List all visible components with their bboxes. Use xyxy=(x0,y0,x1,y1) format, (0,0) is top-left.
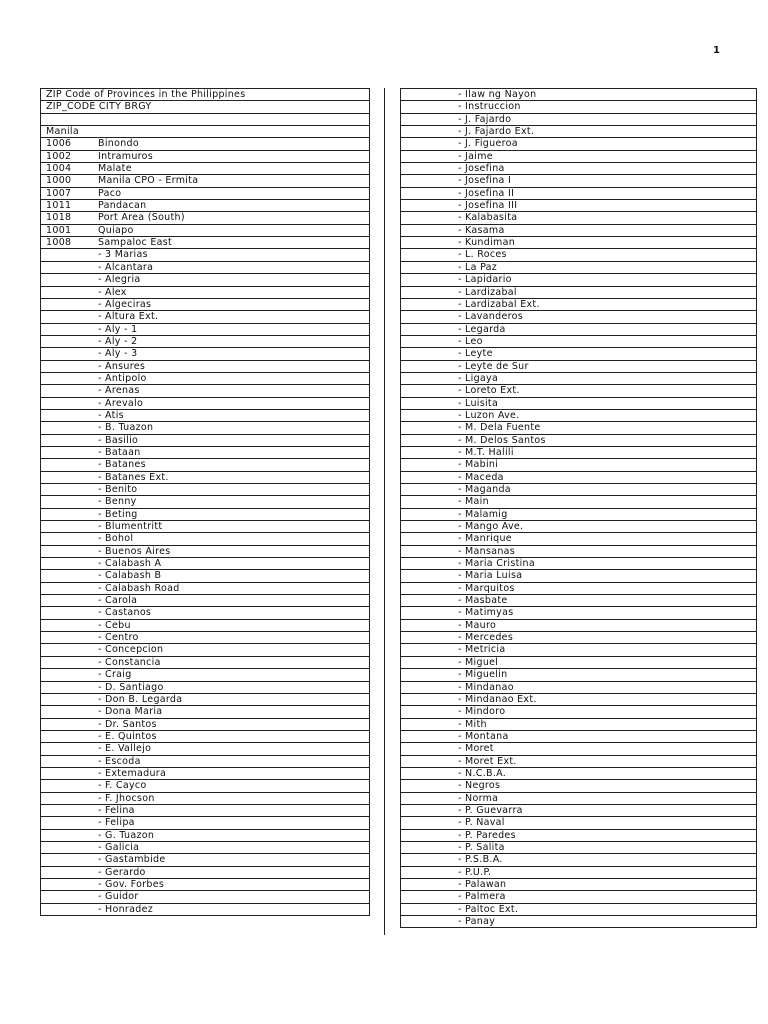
table-row xyxy=(41,225,369,237)
table-row xyxy=(401,373,756,385)
place-name-cell: - Beting xyxy=(98,508,138,520)
table-row xyxy=(41,830,369,842)
place-name-cell: - Calabash Road xyxy=(98,582,180,594)
place-name-cell: - Benito xyxy=(98,484,138,495)
place-name-cell: - Luzon Ave. xyxy=(458,409,520,421)
table-row xyxy=(41,472,369,484)
place-name-cell: - Mindanao xyxy=(458,681,514,693)
table-row xyxy=(401,842,756,854)
place-name-cell: - M. Dela Fuente xyxy=(458,422,541,434)
table-row xyxy=(401,719,756,731)
table-row xyxy=(41,287,369,299)
table-row xyxy=(401,743,756,755)
table-row xyxy=(41,854,369,866)
table-row xyxy=(401,114,756,126)
zip-table-left xyxy=(40,88,370,916)
table-row xyxy=(41,533,369,545)
zip-code-cell: 1000 xyxy=(46,175,72,187)
place-name-cell: - Altura Ext. xyxy=(98,311,159,323)
table-row xyxy=(41,521,369,533)
place-name-cell: - Mango Ave. xyxy=(458,521,524,533)
table-row xyxy=(401,632,756,644)
table-row xyxy=(41,249,369,261)
column-divider xyxy=(384,88,385,935)
table-row xyxy=(41,361,369,373)
place-name-cell: - Josefina xyxy=(458,163,505,175)
table-row xyxy=(41,669,369,681)
place-name-cell: - Arevalo xyxy=(98,397,144,409)
place-name-cell: - Mauro xyxy=(458,619,497,631)
table-row xyxy=(41,114,369,126)
table-row xyxy=(401,521,756,533)
table-row xyxy=(41,274,369,286)
table-row xyxy=(401,867,756,879)
place-name-cell: - Gov. Forbes xyxy=(98,879,165,890)
table-row xyxy=(401,854,756,866)
place-name-cell: - Centro xyxy=(98,632,139,644)
place-name-cell: - Felipa xyxy=(98,817,135,829)
table-row xyxy=(401,422,756,434)
table-row xyxy=(401,138,756,150)
table-row xyxy=(401,916,756,928)
place-name-cell: - Gerardo xyxy=(98,866,146,878)
place-name-cell: - Aly - 3 xyxy=(98,348,138,360)
table-row xyxy=(41,780,369,792)
place-name-cell: - Loreto Ext. xyxy=(458,385,520,397)
place-name-cell: - Leo xyxy=(458,335,483,347)
table-row xyxy=(41,311,369,323)
place-name-cell: - B. Tuazon xyxy=(98,422,154,434)
zip-code-cell: 1011 xyxy=(46,200,72,212)
table-row xyxy=(401,447,756,459)
place-name-cell: - Negros xyxy=(458,780,501,792)
table-row xyxy=(41,583,369,595)
table-row xyxy=(401,682,756,694)
place-name-cell: - Palmera xyxy=(458,891,506,903)
place-name-cell: - Don B. Legarda xyxy=(98,693,183,705)
place-name-cell: - Josefina II xyxy=(458,187,515,199)
table-row xyxy=(401,151,756,163)
place-name-cell: - Paltoc Ext. xyxy=(458,903,519,915)
place-name-cell: - J. Figueroa xyxy=(458,138,518,150)
place-name-cell: - Escoda xyxy=(98,755,141,767)
place-name-cell: - Galicia xyxy=(98,841,140,853)
place-name-cell: - Ilaw ng Nayon xyxy=(458,89,537,100)
table-row xyxy=(401,336,756,348)
place-name-cell: - D. Santiago xyxy=(98,681,164,693)
table-row xyxy=(401,496,756,508)
table-row xyxy=(41,632,369,644)
table-row xyxy=(41,867,369,879)
place-name-cell: - La Paz xyxy=(458,261,498,273)
table-row xyxy=(401,459,756,471)
place-name-cell: - Main xyxy=(458,496,489,508)
place-name-cell: - Calabash A xyxy=(98,558,162,570)
table-row xyxy=(41,743,369,755)
table-row xyxy=(401,274,756,286)
place-name-cell: - Cebu xyxy=(98,619,131,631)
place-name-cell: - Antipolo xyxy=(98,372,147,384)
zip-code-cell: 1007 xyxy=(46,187,72,199)
place-name-cell: - Malamig xyxy=(458,508,508,520)
place-name-cell: - Alcantara xyxy=(98,261,154,273)
place-name-cell: - F. Jhocson xyxy=(98,792,155,804)
place-name-cell: - Guidor xyxy=(98,891,139,903)
place-name-cell: - P. Naval xyxy=(458,817,505,829)
place-name-cell: - Matimyas xyxy=(458,607,514,619)
place-name-cell: - Ansures xyxy=(98,360,146,372)
place-name-cell: - Maganda xyxy=(458,484,511,495)
place-name-cell: - P. Salita xyxy=(458,841,505,853)
zip-code-cell: 1018 xyxy=(46,212,72,224)
table-row xyxy=(41,138,369,150)
place-name-cell: - Gastambide xyxy=(98,854,166,866)
zip-code-cell: 1002 xyxy=(46,150,72,162)
table-row xyxy=(41,496,369,508)
place-name-cell: - Benny xyxy=(98,496,137,508)
table-row xyxy=(401,299,756,311)
place-name-cell: - F. Cayco xyxy=(98,780,147,792)
place-name-cell: - J. Fajardo Ext. xyxy=(458,126,535,138)
table-row xyxy=(401,620,756,632)
table-row xyxy=(41,657,369,669)
place-name-cell: - Josefina I xyxy=(458,175,512,187)
place-name-cell: - Maria Luisa xyxy=(458,570,523,582)
table-row xyxy=(401,237,756,249)
place-name-cell: - Moret Ext. xyxy=(458,755,517,767)
table-row xyxy=(401,731,756,743)
place-name-cell: - Basilio xyxy=(98,434,139,446)
place-name-cell: - Kasama xyxy=(458,224,505,236)
table-row xyxy=(401,361,756,373)
place-name-cell: - M.T. Halili xyxy=(458,446,514,458)
place-name-cell: Malate xyxy=(98,163,132,175)
place-name-cell: - Honradez xyxy=(98,903,154,915)
table-row xyxy=(41,904,369,916)
table-row xyxy=(401,904,756,916)
table-row xyxy=(401,595,756,607)
place-name-cell: - Ligaya xyxy=(458,372,499,384)
table-row xyxy=(41,805,369,817)
place-name-cell: - Bataan xyxy=(98,446,141,458)
table-row xyxy=(41,879,369,891)
table-row xyxy=(41,509,369,521)
place-name-cell: - Dona Maria xyxy=(98,706,163,718)
table-row xyxy=(41,385,369,397)
place-name-cell: - Montana xyxy=(458,730,509,742)
place-name-cell: Intramuros xyxy=(98,150,154,162)
table-row xyxy=(41,151,369,163)
place-name-cell: - Lavanderos xyxy=(458,311,523,323)
place-name-cell: - 3 Marias xyxy=(98,249,148,261)
table-row xyxy=(401,311,756,323)
place-name-cell: - Marquitos xyxy=(458,582,515,594)
place-name-cell: Quiapo xyxy=(98,224,134,236)
table-row xyxy=(41,324,369,336)
page-number: 1 xyxy=(713,45,720,56)
table-row xyxy=(401,348,756,360)
place-name-cell: - Palawan xyxy=(458,879,507,890)
table-row xyxy=(401,756,756,768)
table-row xyxy=(401,780,756,792)
place-name-cell: - Josefina III xyxy=(458,200,518,212)
table-row xyxy=(41,348,369,360)
place-name-cell: - Leyte xyxy=(458,348,493,360)
table-row xyxy=(41,89,369,101)
place-name-cell: - Leyte de Sur xyxy=(458,360,529,372)
table-row xyxy=(41,793,369,805)
place-name-cell: - Maria Cristina xyxy=(458,558,535,570)
table-row xyxy=(41,336,369,348)
place-name-cell: - Instruccion xyxy=(458,101,521,113)
table-row xyxy=(41,719,369,731)
zip-code-cell: ZIP Code of Provinces in the Philippines xyxy=(46,89,246,100)
table-row xyxy=(401,830,756,842)
table-row xyxy=(401,891,756,903)
table-row xyxy=(401,287,756,299)
table-row xyxy=(401,817,756,829)
place-name-cell: - Panay xyxy=(458,916,496,928)
place-name-cell: - Craig xyxy=(98,669,132,681)
place-name-cell: - P. Paredes xyxy=(458,829,516,841)
place-name-cell: - Calabash B xyxy=(98,570,162,582)
table-row xyxy=(41,756,369,768)
zip-code-cell: 1001 xyxy=(46,224,72,236)
zip-code-cell: 1008 xyxy=(46,237,72,249)
place-name-cell: - Bohol xyxy=(98,533,134,545)
place-name-cell: Sampaloc East xyxy=(98,237,173,249)
table-row xyxy=(401,212,756,224)
place-name-cell: - Mindoro xyxy=(458,706,506,718)
place-name-cell: - Concepcion xyxy=(98,644,164,656)
table-row xyxy=(401,607,756,619)
table-row xyxy=(41,212,369,224)
place-name-cell: - L. Roces xyxy=(458,249,507,261)
table-row xyxy=(401,558,756,570)
place-name-cell: Port Area (South) xyxy=(98,212,185,224)
table-row xyxy=(401,768,756,780)
table-row xyxy=(41,891,369,903)
place-name-cell: - Masbate xyxy=(458,595,508,607)
table-row xyxy=(401,583,756,595)
table-row xyxy=(41,410,369,422)
table-row xyxy=(41,682,369,694)
place-name-cell: - Miguel xyxy=(458,656,499,668)
table-row xyxy=(41,262,369,274)
place-name-cell: - E. Quintos xyxy=(98,730,157,742)
table-row xyxy=(401,570,756,582)
table-row xyxy=(41,484,369,496)
table-row xyxy=(41,706,369,718)
table-row xyxy=(41,694,369,706)
place-name-cell: - Moret xyxy=(458,743,494,755)
place-name-cell: - G. Tuazon xyxy=(98,829,155,841)
table-row xyxy=(401,484,756,496)
place-name-cell: - P.U.P. xyxy=(458,866,492,878)
place-name-cell: - Alex xyxy=(98,286,127,298)
place-name-cell: - P.S.B.A. xyxy=(458,854,503,866)
place-name-cell: - Mercedes xyxy=(458,632,514,644)
place-name-cell: - Metricia xyxy=(458,644,506,656)
table-row xyxy=(41,558,369,570)
table-row xyxy=(41,620,369,632)
table-row xyxy=(401,706,756,718)
place-name-cell: - Atis xyxy=(98,409,124,421)
place-name-cell: - Felina xyxy=(98,804,135,816)
place-name-cell: - Algeciras xyxy=(98,298,152,310)
table-row xyxy=(401,509,756,521)
place-name-cell: - Extemadura xyxy=(98,767,167,779)
table-row xyxy=(401,472,756,484)
place-name-cell: - N.C.B.A. xyxy=(458,767,507,779)
place-name-cell: - Miguelin xyxy=(458,669,508,681)
place-name-cell: - Maceda xyxy=(458,471,504,483)
place-name-cell: Binondo xyxy=(98,138,139,150)
place-name-cell: - E. Vallejo xyxy=(98,743,152,755)
table-row xyxy=(401,262,756,274)
place-name-cell: - Jaime xyxy=(458,150,493,162)
zip-code-cell: 1004 xyxy=(46,163,72,175)
place-name-cell: - Norma xyxy=(458,792,499,804)
place-name-cell: Manila CPO - Ermita xyxy=(98,175,199,187)
table-row xyxy=(41,373,369,385)
table-row xyxy=(401,324,756,336)
place-name-cell: - J. Fajardo xyxy=(458,113,512,125)
table-row xyxy=(401,644,756,656)
table-row xyxy=(41,459,369,471)
table-row xyxy=(41,422,369,434)
place-name-cell: - Alegria xyxy=(98,274,141,286)
table-row xyxy=(41,101,369,113)
table-row xyxy=(401,163,756,175)
table-row xyxy=(401,200,756,212)
zip-code-cell: 1006 xyxy=(46,138,72,150)
table-row xyxy=(41,595,369,607)
place-name-cell: - Mansanas xyxy=(458,545,516,557)
place-name-cell: - Legarda xyxy=(458,323,506,335)
table-row xyxy=(401,101,756,113)
place-name-cell: Pandacan xyxy=(98,200,147,212)
place-name-cell: - Arenas xyxy=(98,385,140,397)
place-name-cell: - Batanes xyxy=(98,459,146,471)
table-row xyxy=(41,768,369,780)
table-row xyxy=(401,805,756,817)
table-row xyxy=(401,126,756,138)
table-row xyxy=(401,188,756,200)
table-row xyxy=(41,398,369,410)
place-name-cell: - M. Delos Santos xyxy=(458,434,546,446)
place-name-cell: - Manrique xyxy=(458,533,512,545)
table-row xyxy=(41,607,369,619)
place-name-cell: - Kalabasita xyxy=(458,212,518,224)
place-name-cell: - Blumentritt xyxy=(98,521,163,533)
place-name-cell: - Aly - 2 xyxy=(98,335,138,347)
place-name-cell: - Batanes Ext. xyxy=(98,471,169,483)
place-name-cell: - Constancia xyxy=(98,656,161,668)
table-row xyxy=(401,175,756,187)
table-row xyxy=(41,188,369,200)
place-name-cell: - Mith xyxy=(458,718,487,730)
place-name-cell: - Castanos xyxy=(98,607,152,619)
place-name-cell: - Aly - 1 xyxy=(98,323,138,335)
table-row xyxy=(401,385,756,397)
table-row xyxy=(41,435,369,447)
place-name-cell: - Kundiman xyxy=(458,237,516,249)
table-row xyxy=(401,398,756,410)
table-row xyxy=(41,842,369,854)
table-row xyxy=(401,669,756,681)
table-row xyxy=(41,175,369,187)
table-row xyxy=(401,546,756,558)
table-row xyxy=(401,657,756,669)
table-row xyxy=(401,225,756,237)
zip-code-cell: Manila xyxy=(46,126,79,138)
place-name-cell: - Mindanao Ext. xyxy=(458,693,537,705)
table-row xyxy=(41,447,369,459)
table-row xyxy=(41,237,369,249)
table-row xyxy=(41,817,369,829)
place-name-cell: - P. Guevarra xyxy=(458,804,523,816)
table-row xyxy=(41,200,369,212)
table-row xyxy=(401,410,756,422)
table-row xyxy=(401,89,756,101)
table-row xyxy=(401,879,756,891)
table-row xyxy=(401,793,756,805)
table-row xyxy=(41,126,369,138)
table-row xyxy=(41,546,369,558)
place-name-cell: - Dr. Santos xyxy=(98,718,157,730)
zip-table-right xyxy=(400,88,757,928)
table-row xyxy=(401,435,756,447)
place-name-cell: - Lardizabal xyxy=(458,286,517,298)
place-name-cell: - Buenos Aires xyxy=(98,545,171,557)
place-name-cell: - Carola xyxy=(98,595,138,607)
place-name-cell: - Lapidario xyxy=(458,274,512,286)
place-name-cell: Paco xyxy=(98,187,122,199)
table-row xyxy=(401,533,756,545)
table-row xyxy=(41,731,369,743)
place-name-cell: - Luisita xyxy=(458,397,499,409)
place-name-cell: - Lardizabal Ext. xyxy=(458,298,540,310)
table-row xyxy=(41,299,369,311)
zip-code-cell: ZIP_CODE CITY BRGY xyxy=(46,101,152,113)
table-row xyxy=(41,570,369,582)
table-row xyxy=(41,644,369,656)
table-row xyxy=(41,163,369,175)
place-name-cell: - Mabini xyxy=(458,459,499,471)
table-row xyxy=(401,694,756,706)
table-row xyxy=(401,249,756,261)
